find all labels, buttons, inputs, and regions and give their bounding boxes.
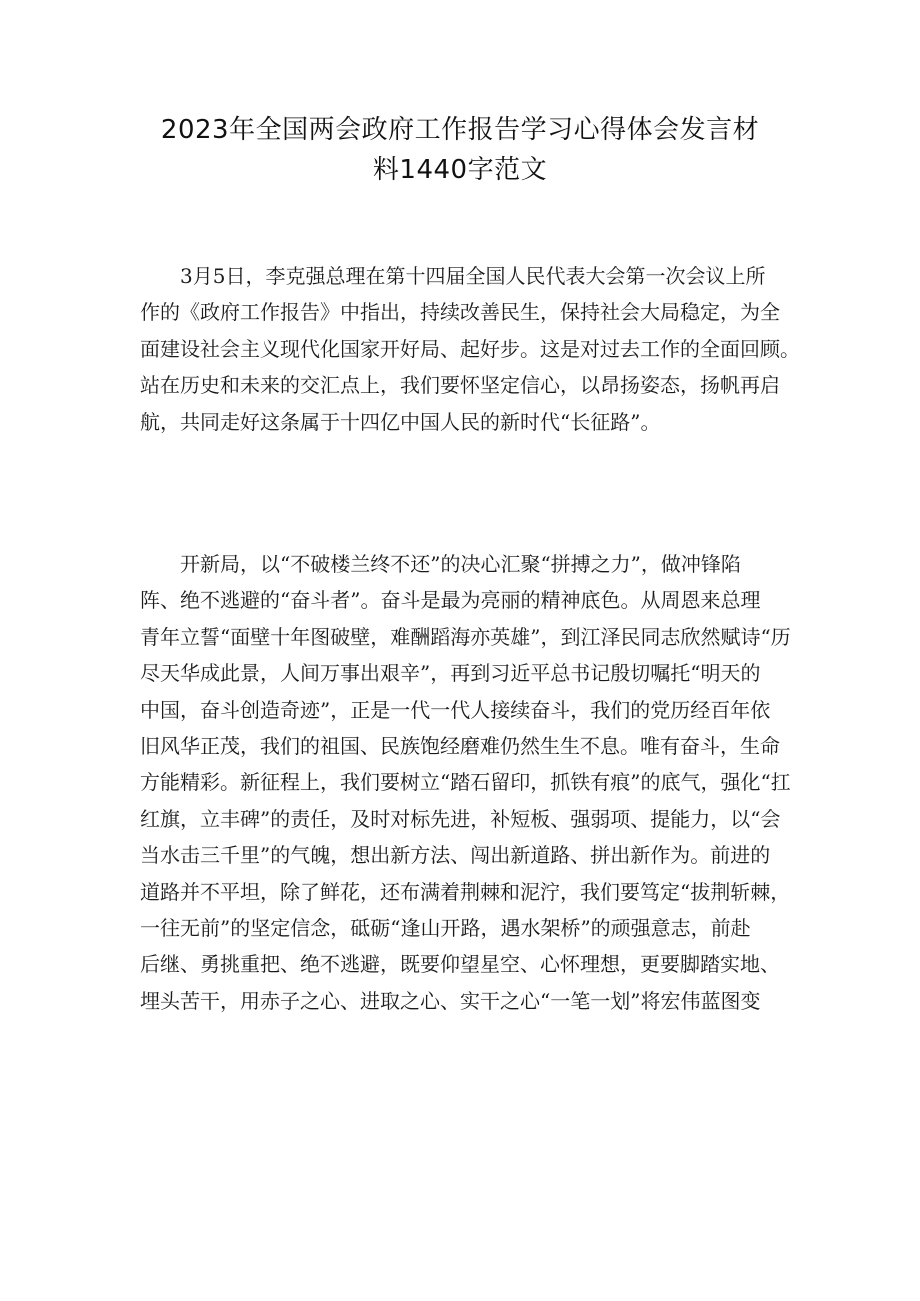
paragraph-line: 面建设社会主义现代化国家开好局、起好步。这是对过去工作的全面回顾。 — [140, 336, 800, 361]
title-line-1: 2023年全国两会政府工作报告学习心得体会发言材 — [160, 115, 760, 145]
paragraph-line: 旧风华正茂，我们的祖国、民族饱经磨难仍然生生不息。唯有奋斗，生命 — [140, 733, 780, 758]
paragraph-line: 阵、绝不逃避的“奋斗者”。奋斗是最为亮丽的精神底色。从周恩来总理 — [140, 588, 761, 613]
paragraph-line: 尽天华成此景，人间万事出艰辛”，再到习近平总书记殷切嘱托“明天的 — [140, 661, 761, 686]
paragraph-line: 一往无前”的坚定信念，砥砺“逢山开路，遇水架桥”的顽强意志，前赴 — [140, 915, 751, 940]
paragraph-line: 道路并不平坦，除了鲜花，还布满着荆棘和泥泞，我们要笃定“拔荆斩棘， — [140, 879, 791, 904]
paragraph-1 — [140, 258, 800, 440]
paragraph-line: 当水击三千里”的气魄，想出新方法、闯出新道路、拼出新作为。前进的 — [140, 843, 771, 868]
paragraph-line: 方能精彩。新征程上，我们要树立“踏石留印，抓铁有痕”的底气，强化“扛 — [140, 770, 791, 795]
paragraph-line: 红旗，立丰碑”的责任，及时对标先进，补短板、强弱项、提能力，以“会 — [140, 806, 781, 831]
paragraph-line: 青年立誓“面壁十年图破壁，难酬蹈海亦英雄”，到江泽民同志欣然赋诗“历 — [140, 624, 791, 649]
paragraph-line: 后继、勇挑重把、绝不逃避，既要仰望星空、心怀理想，更要脚踏实地、 — [140, 952, 780, 977]
paragraph-line: 站在历史和未来的交汇点上，我们要怀坚定信心，以昂扬姿态，扬帆再启 — [140, 373, 780, 398]
paragraph-line: 开新局，以“不破楼兰终不还”的决心汇聚“拼搏之力”，做冲锋陷 — [180, 552, 741, 576]
paragraph-line: 航，共同走好这条属于十四亿中国人民的新时代“长征路”。 — [140, 409, 661, 434]
paragraph-line: 3月5日，李克强总理在第十四届全国人民代表大会第一次会议上所 — [180, 264, 766, 288]
title-line-2: 料1440字范文 — [372, 155, 548, 185]
paragraph-line: 埋头苦干，用赤子之心、进取之心、实干之心“一笔一划”将宏伟蓝图变 — [140, 988, 761, 1013]
paragraph-line: 作的《政府工作报告》中指出，持续改善民生，保持社会大局稳定，为全 — [140, 300, 780, 325]
document-title — [120, 110, 800, 190]
paragraph-line: 中国，奋斗创造奇迹”，正是一代一代人接续奋斗，我们的党历经百年依 — [140, 697, 771, 722]
paragraph-2 — [140, 546, 790, 1019]
